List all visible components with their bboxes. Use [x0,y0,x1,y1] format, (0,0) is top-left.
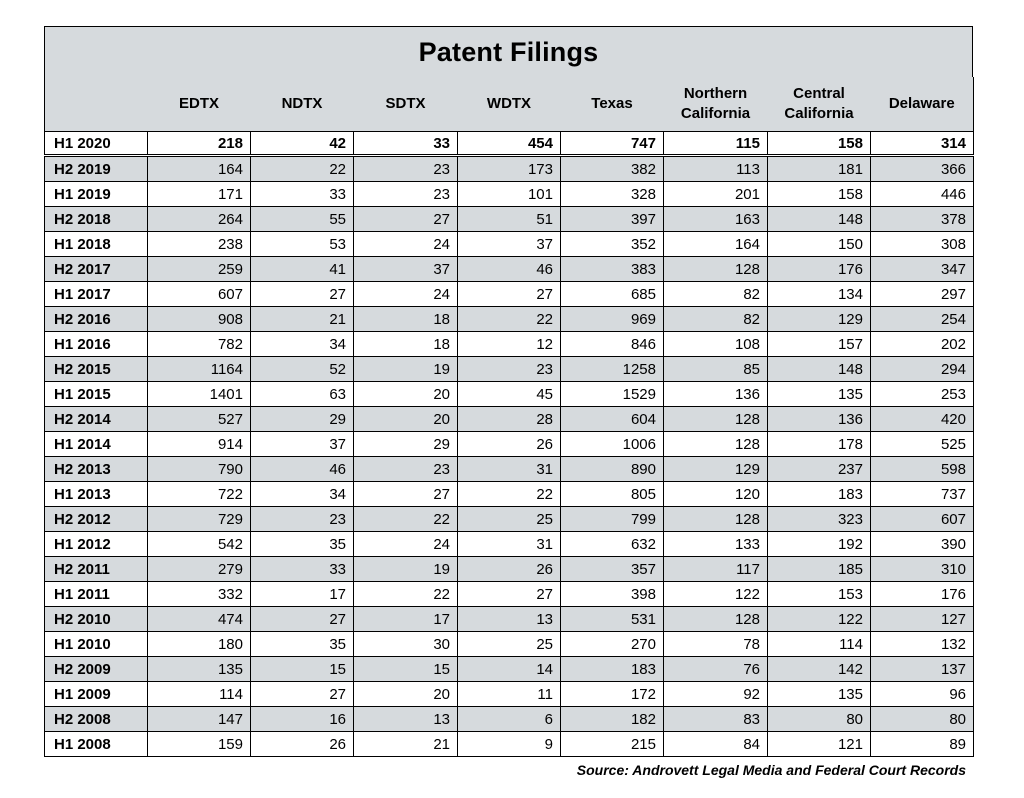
period-cell: H1 2012 [45,532,148,557]
filing-count-cell: 729 [148,507,251,532]
filing-count-cell: 76 [664,657,768,682]
table-row [45,207,974,232]
filing-count-cell: 297 [871,282,974,307]
table-row [45,557,974,582]
table-row [45,382,974,407]
filing-count-cell: 164 [664,232,768,257]
period-cell: H1 2019 [45,182,148,207]
filing-count-cell: 13 [354,707,458,732]
period-cell: H2 2008 [45,707,148,732]
filing-count-cell: 157 [768,332,871,357]
table-row [45,182,974,207]
table-row [45,156,974,182]
filing-count-cell: 153 [768,582,871,607]
filing-count-cell: 37 [354,257,458,282]
filing-count-cell: 192 [768,532,871,557]
filing-count-cell: 270 [561,632,664,657]
filing-count-cell: 89 [871,732,974,757]
filing-count-cell: 352 [561,232,664,257]
filing-count-cell: 1164 [148,357,251,382]
column-header: NDTX [251,77,354,132]
period-cell: H2 2019 [45,156,148,182]
filing-count-cell: 685 [561,282,664,307]
filing-count-cell: 136 [664,382,768,407]
filing-count-cell: 35 [251,532,354,557]
filing-count-cell: 45 [458,382,561,407]
filing-count-cell: 178 [768,432,871,457]
filing-count-cell: 722 [148,482,251,507]
table-title: Patent Filings [418,36,599,67]
filing-count-cell: 632 [561,532,664,557]
period-cell: H2 2015 [45,357,148,382]
filing-count-cell: 382 [561,156,664,182]
filing-count-cell: 9 [458,732,561,757]
filing-count-cell: 215 [561,732,664,757]
filing-count-cell: 20 [354,682,458,707]
filing-count-cell: 27 [251,682,354,707]
table-row [45,657,974,682]
filing-count-cell: 51 [458,207,561,232]
filing-count-cell: 27 [251,607,354,632]
filing-count-cell: 108 [664,332,768,357]
patent-filings-table [44,77,974,757]
filing-count-cell: 135 [148,657,251,682]
filing-count-cell: 26 [251,732,354,757]
filing-count-cell: 35 [251,632,354,657]
filing-count-cell: 80 [871,707,974,732]
filing-count-cell: 82 [664,307,768,332]
filing-count-cell: 180 [148,632,251,657]
filing-count-cell: 46 [251,457,354,482]
filing-count-cell: 14 [458,657,561,682]
filing-count-cell: 202 [871,332,974,357]
filing-count-cell: 128 [664,407,768,432]
filing-count-cell: 23 [354,182,458,207]
table-row [45,282,974,307]
filing-count-cell: 63 [251,382,354,407]
filing-count-cell: 37 [251,432,354,457]
filing-count-cell: 115 [664,132,768,156]
filing-count-cell: 13 [458,607,561,632]
filing-count-cell: 83 [664,707,768,732]
filing-count-cell: 172 [561,682,664,707]
period-cell: H1 2010 [45,632,148,657]
filing-count-cell: 22 [458,307,561,332]
filing-count-cell: 25 [458,507,561,532]
column-header: SDTX [354,77,458,132]
filing-count-cell: 607 [148,282,251,307]
table-row [45,457,974,482]
column-header: WDTX [458,77,561,132]
period-cell: H1 2018 [45,232,148,257]
period-cell: H2 2012 [45,507,148,532]
filing-count-cell: 308 [871,232,974,257]
period-cell: H2 2014 [45,407,148,432]
filing-count-cell: 294 [871,357,974,382]
filing-count-cell: 182 [561,707,664,732]
filing-count-cell: 604 [561,407,664,432]
period-cell: H2 2009 [45,657,148,682]
table-row [45,407,974,432]
column-header: Texas [561,77,664,132]
filing-count-cell: 27 [458,582,561,607]
filing-count-cell: 142 [768,657,871,682]
table-row [45,732,974,757]
filing-count-cell: 121 [768,732,871,757]
table-row [45,682,974,707]
filing-count-cell: 96 [871,682,974,707]
filing-count-cell: 782 [148,332,251,357]
filing-count-cell: 383 [561,257,664,282]
filing-count-cell: 969 [561,307,664,332]
filing-count-cell: 127 [871,607,974,632]
filing-count-cell: 805 [561,482,664,507]
filing-count-cell: 347 [871,257,974,282]
filing-count-cell: 24 [354,282,458,307]
filing-count-cell: 159 [148,732,251,757]
filing-count-cell: 24 [354,232,458,257]
filing-count-cell: 26 [458,432,561,457]
filing-count-cell: 890 [561,457,664,482]
column-header: EDTX [148,77,251,132]
filing-count-cell: 1006 [561,432,664,457]
filing-count-cell: 908 [148,307,251,332]
filing-count-cell: 171 [148,182,251,207]
filing-count-cell: 117 [664,557,768,582]
filing-count-cell: 129 [664,457,768,482]
filing-count-cell: 183 [561,657,664,682]
filing-count-cell: 163 [664,207,768,232]
filing-count-cell: 23 [458,357,561,382]
filing-count-cell: 128 [664,432,768,457]
filing-count-cell: 85 [664,357,768,382]
filing-count-cell: 525 [871,432,974,457]
filing-count-cell: 747 [561,132,664,156]
filing-count-cell: 78 [664,632,768,657]
filing-count-cell: 279 [148,557,251,582]
filing-count-cell: 34 [251,332,354,357]
filing-count-cell: 148 [768,207,871,232]
filing-count-cell: 27 [458,282,561,307]
filing-count-cell: 22 [251,156,354,182]
filing-count-cell: 264 [148,207,251,232]
filing-count-cell: 11 [458,682,561,707]
filing-count-cell: 737 [871,482,974,507]
filing-count-cell: 22 [458,482,561,507]
filing-count-cell: 164 [148,156,251,182]
filing-count-cell: 1258 [561,357,664,382]
filing-count-cell: 176 [768,257,871,282]
filing-count-cell: 15 [251,657,354,682]
table-row [45,332,974,357]
table-header [45,77,974,132]
filing-count-cell: 254 [871,307,974,332]
filing-count-cell: 55 [251,207,354,232]
filing-count-cell: 446 [871,182,974,207]
filing-count-cell: 314 [871,132,974,156]
filing-count-cell: 150 [768,232,871,257]
table-body [45,132,974,757]
filing-count-cell: 527 [148,407,251,432]
filing-count-cell: 323 [768,507,871,532]
period-cell: H1 2013 [45,482,148,507]
table-row [45,507,974,532]
table-row [45,357,974,382]
filing-count-cell: 158 [768,182,871,207]
filing-count-cell: 397 [561,207,664,232]
filing-count-cell: 128 [664,607,768,632]
filing-count-cell: 122 [768,607,871,632]
filing-count-cell: 129 [768,307,871,332]
filing-count-cell: 128 [664,507,768,532]
table-row [45,257,974,282]
filing-count-cell: 474 [148,607,251,632]
filing-count-cell: 310 [871,557,974,582]
table-row [45,432,974,457]
filing-count-cell: 137 [871,657,974,682]
filing-count-cell: 18 [354,332,458,357]
filing-count-cell: 33 [251,182,354,207]
filing-count-cell: 33 [354,132,458,156]
filing-count-cell: 1529 [561,382,664,407]
table-row [45,582,974,607]
filing-count-cell: 136 [768,407,871,432]
filing-count-cell: 1401 [148,382,251,407]
filing-count-cell: 12 [458,332,561,357]
filing-count-cell: 101 [458,182,561,207]
filing-count-cell: 80 [768,707,871,732]
filing-count-cell: 147 [148,707,251,732]
filing-count-cell: 135 [768,382,871,407]
table-row [45,607,974,632]
filing-count-cell: 53 [251,232,354,257]
filing-count-cell: 16 [251,707,354,732]
filing-count-cell: 21 [251,307,354,332]
filing-count-cell: 148 [768,357,871,382]
filing-count-cell: 114 [768,632,871,657]
filing-count-cell: 42 [251,132,354,156]
filing-count-cell: 29 [251,407,354,432]
period-cell: H1 2020 [45,132,148,156]
period-cell: H2 2010 [45,607,148,632]
filing-count-cell: 799 [561,507,664,532]
filing-count-cell: 607 [871,507,974,532]
filing-count-cell: 122 [664,582,768,607]
filing-count-cell: 390 [871,532,974,557]
table-row [45,307,974,332]
filing-count-cell: 22 [354,507,458,532]
filing-count-cell: 253 [871,382,974,407]
filing-count-cell: 132 [871,632,974,657]
filing-count-cell: 113 [664,156,768,182]
filing-count-cell: 328 [561,182,664,207]
filing-count-cell: 114 [148,682,251,707]
filing-count-cell: 46 [458,257,561,282]
filing-count-cell: 34 [251,482,354,507]
filing-count-cell: 41 [251,257,354,282]
filing-count-cell: 31 [458,457,561,482]
filing-count-cell: 21 [354,732,458,757]
filing-count-cell: 17 [251,582,354,607]
filing-count-cell: 218 [148,132,251,156]
filing-count-cell: 357 [561,557,664,582]
filing-count-cell: 19 [354,557,458,582]
column-header: Central California [768,77,871,132]
period-cell: H2 2011 [45,557,148,582]
filing-count-cell: 120 [664,482,768,507]
filing-count-cell: 158 [768,132,871,156]
filing-count-cell: 37 [458,232,561,257]
filing-count-cell: 6 [458,707,561,732]
filing-count-cell: 20 [354,382,458,407]
filing-count-cell: 82 [664,282,768,307]
period-cell: H2 2018 [45,207,148,232]
filing-count-cell: 181 [768,156,871,182]
table-row [45,482,974,507]
filing-count-cell: 332 [148,582,251,607]
filing-count-cell: 19 [354,357,458,382]
filing-count-cell: 24 [354,532,458,557]
filing-count-cell: 378 [871,207,974,232]
filing-count-cell: 420 [871,407,974,432]
table-row [45,132,974,156]
period-cell: H2 2016 [45,307,148,332]
period-cell: H1 2016 [45,332,148,357]
filing-count-cell: 398 [561,582,664,607]
filing-count-cell: 26 [458,557,561,582]
filing-count-cell: 846 [561,332,664,357]
filing-count-cell: 176 [871,582,974,607]
period-cell: H1 2009 [45,682,148,707]
filing-count-cell: 454 [458,132,561,156]
table-row [45,707,974,732]
filing-count-cell: 135 [768,682,871,707]
filing-count-cell: 185 [768,557,871,582]
period-cell: H1 2015 [45,382,148,407]
filing-count-cell: 914 [148,432,251,457]
filing-count-cell: 28 [458,407,561,432]
filing-count-cell: 25 [458,632,561,657]
period-cell: H2 2013 [45,457,148,482]
period-cell: H2 2017 [45,257,148,282]
table-row [45,532,974,557]
filing-count-cell: 30 [354,632,458,657]
period-cell: H1 2011 [45,582,148,607]
filing-count-cell: 201 [664,182,768,207]
filing-count-cell: 27 [354,482,458,507]
filing-count-cell: 238 [148,232,251,257]
filing-count-cell: 52 [251,357,354,382]
filing-count-cell: 92 [664,682,768,707]
filing-count-cell: 18 [354,307,458,332]
filing-count-cell: 23 [251,507,354,532]
period-cell: H1 2008 [45,732,148,757]
filing-count-cell: 183 [768,482,871,507]
filing-count-cell: 598 [871,457,974,482]
filing-count-cell: 15 [354,657,458,682]
header-corner-cell [45,77,148,132]
source-note: Source: Androvett Legal Media and Federal Court Records [576,762,966,778]
filing-count-cell: 84 [664,732,768,757]
column-header: Delaware [871,77,974,132]
filing-count-cell: 133 [664,532,768,557]
period-cell: H1 2017 [45,282,148,307]
filing-count-cell: 173 [458,156,561,182]
filing-count-cell: 128 [664,257,768,282]
header-row [45,77,974,132]
filing-count-cell: 134 [768,282,871,307]
filing-count-cell: 23 [354,156,458,182]
filing-count-cell: 29 [354,432,458,457]
column-header: Northern California [664,77,768,132]
filing-count-cell: 542 [148,532,251,557]
filing-count-cell: 33 [251,557,354,582]
filing-count-cell: 259 [148,257,251,282]
filing-count-cell: 237 [768,457,871,482]
table-row [45,632,974,657]
filing-count-cell: 531 [561,607,664,632]
patent-filings-table-sheet [44,26,973,757]
filing-count-cell: 17 [354,607,458,632]
filing-count-cell: 23 [354,457,458,482]
filing-count-cell: 31 [458,532,561,557]
filing-count-cell: 27 [251,282,354,307]
filing-count-cell: 20 [354,407,458,432]
table-row [45,232,974,257]
period-cell: H1 2014 [45,432,148,457]
title-band [44,26,973,77]
filing-count-cell: 27 [354,207,458,232]
filing-count-cell: 790 [148,457,251,482]
filing-count-cell: 366 [871,156,974,182]
filing-count-cell: 22 [354,582,458,607]
